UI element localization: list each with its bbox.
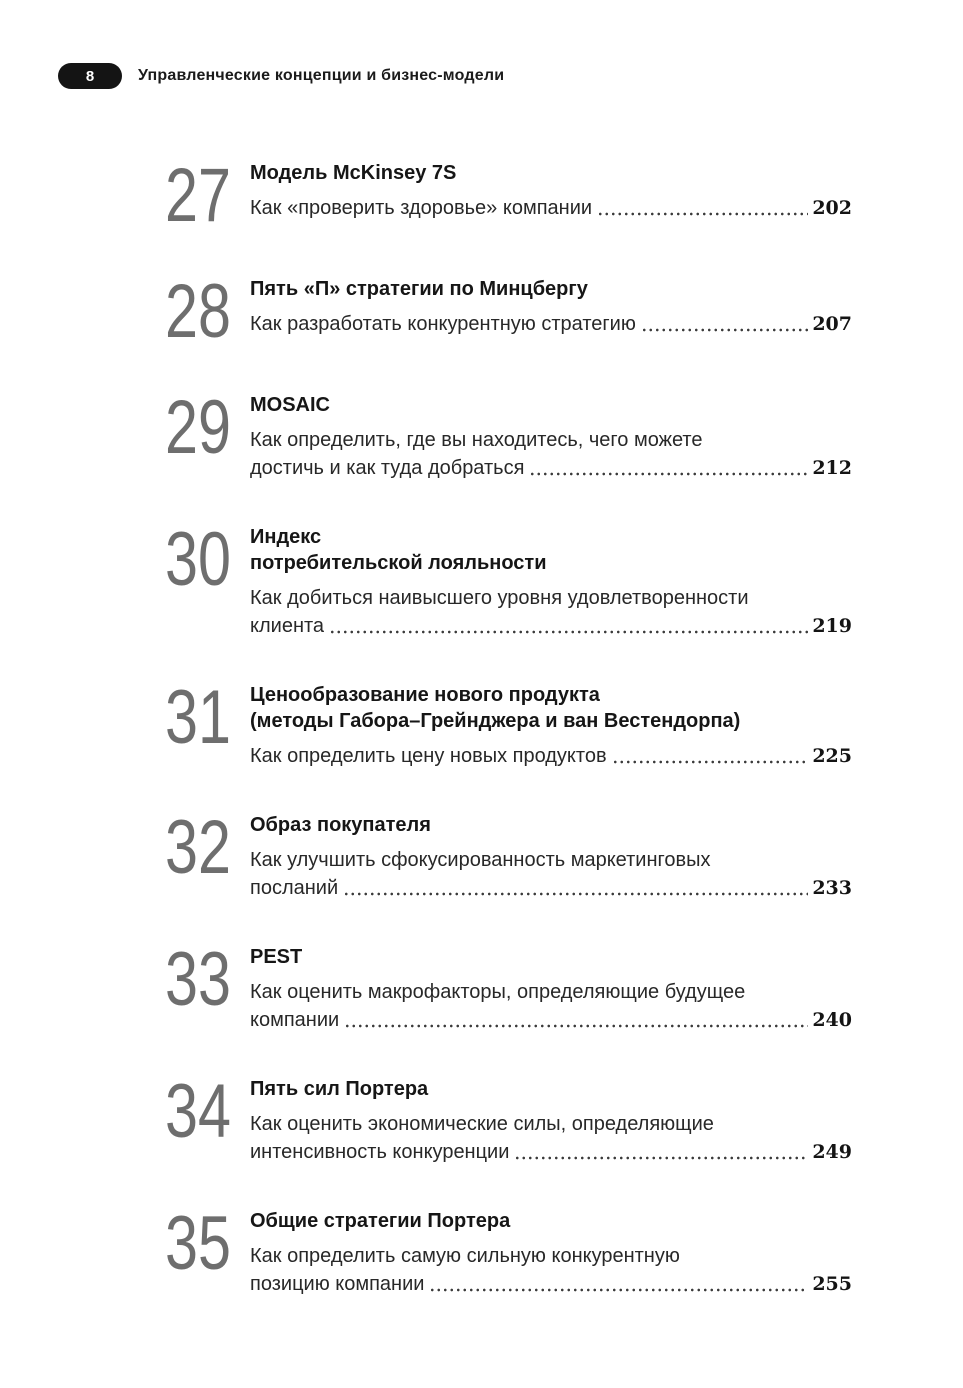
toc-list bbox=[165, 153, 852, 1338]
chapter-subtitle bbox=[250, 978, 852, 1034]
chapter-subtitle-line: Как определить, где вы находитесь, чего можете bbox=[250, 429, 703, 451]
chapter-subtitle bbox=[250, 426, 852, 482]
chapter-title bbox=[250, 524, 852, 576]
chapter-number: 28 bbox=[165, 269, 231, 354]
chapter-title-line: PEST bbox=[250, 946, 303, 968]
chapter-subtitle-end: клиента bbox=[250, 615, 325, 637]
dot-leader bbox=[612, 760, 809, 764]
chapter-subtitle-end: компании bbox=[250, 1009, 340, 1031]
chapter-subtitle bbox=[250, 584, 852, 640]
toc-entry-content bbox=[250, 810, 852, 902]
page-header bbox=[58, 63, 504, 89]
chapter-subtitle-end: Как «проверить здоровье» компании bbox=[250, 197, 593, 219]
toc-leader-row bbox=[250, 454, 852, 482]
chapter-title bbox=[250, 276, 852, 302]
toc-entry-content bbox=[250, 1074, 852, 1166]
toc-entry bbox=[165, 937, 852, 1034]
chapter-page-number: 219 bbox=[812, 615, 852, 637]
chapter-page-number: 202 bbox=[812, 197, 852, 219]
chapter-title bbox=[250, 392, 852, 418]
toc-leader-row bbox=[250, 612, 852, 640]
chapter-title bbox=[250, 160, 852, 186]
chapter-title-line: Модель McKinsey 7S bbox=[250, 162, 457, 184]
chapter-title bbox=[250, 812, 852, 838]
toc-entry bbox=[165, 153, 852, 238]
chapter-subtitle bbox=[250, 194, 852, 222]
chapter-title-line: Ценообразование нового продукта bbox=[250, 684, 600, 706]
dot-leader bbox=[529, 472, 808, 476]
chapter-page-number: 225 bbox=[812, 745, 852, 767]
toc-leader-row bbox=[250, 1138, 852, 1166]
chapter-title-line: Пять «П» стратегии по Минцбергу bbox=[250, 278, 588, 300]
chapter-page-number: 233 bbox=[812, 877, 852, 899]
toc-leader-row bbox=[250, 874, 852, 902]
dot-leader bbox=[329, 630, 808, 634]
chapter-title-line: (методы Габора–Грейнджера и ван Вестендорпа) bbox=[250, 710, 741, 732]
dot-leader bbox=[343, 892, 808, 896]
chapter-subtitle bbox=[250, 846, 852, 902]
toc-entry-content bbox=[250, 274, 852, 350]
chapter-subtitle-line: Как оценить экономические силы, определяющие bbox=[250, 1113, 714, 1135]
dot-leader bbox=[344, 1024, 808, 1028]
chapter-subtitle bbox=[250, 310, 852, 338]
chapter-subtitle bbox=[250, 1110, 852, 1166]
chapter-subtitle-end: посланий bbox=[250, 877, 339, 899]
chapter-subtitle-line: Как добиться наивысшего уровня удовлетворенности bbox=[250, 587, 749, 609]
dot-leader bbox=[597, 212, 808, 216]
dot-leader bbox=[641, 328, 808, 332]
toc-entry-content bbox=[250, 942, 852, 1034]
chapter-subtitle-end: Как разработать конкурентную стратегию bbox=[250, 313, 636, 335]
chapter-number: 32 bbox=[165, 805, 231, 890]
chapter-page-number: 212 bbox=[812, 457, 852, 479]
toc-entry bbox=[165, 1069, 852, 1166]
chapter-title-line: Образ покупателя bbox=[250, 814, 431, 836]
toc-entry bbox=[165, 269, 852, 354]
toc-entry-content bbox=[250, 522, 852, 640]
chapter-title-line: Индекс bbox=[250, 526, 322, 548]
chapter-number: 34 bbox=[165, 1069, 231, 1154]
chapter-number: 29 bbox=[165, 385, 231, 470]
dot-leader bbox=[514, 1156, 808, 1160]
chapter-page-number: 207 bbox=[812, 313, 852, 335]
running-title: Управленческие концепции и бизнес-модели bbox=[138, 67, 505, 84]
chapter-number: 31 bbox=[165, 675, 231, 760]
chapter-title-line: потребительской лояльности bbox=[250, 552, 547, 574]
chapter-number: 27 bbox=[165, 153, 231, 238]
chapter-title-line: MOSAIC bbox=[250, 394, 330, 416]
chapter-subtitle bbox=[250, 742, 852, 770]
chapter-subtitle-end: интенсивность конкуренции bbox=[250, 1141, 510, 1163]
toc-entry bbox=[165, 805, 852, 902]
chapter-subtitle-line: Как улучшить сфокусированность маркетинговых bbox=[250, 849, 711, 871]
chapter-title bbox=[250, 682, 852, 734]
chapter-subtitle-end: Как определить цену новых продуктов bbox=[250, 745, 607, 767]
toc-entry bbox=[165, 385, 852, 482]
chapter-subtitle-line: Как определить самую сильную конкурентную bbox=[250, 1245, 680, 1267]
chapter-number: 30 bbox=[165, 517, 231, 602]
chapter-title bbox=[250, 944, 852, 970]
toc-entry-content bbox=[250, 680, 852, 770]
chapter-subtitle-line: Как оценить макрофакторы, определяющие будущее bbox=[250, 981, 746, 1003]
page-number-label: 8 bbox=[85, 67, 95, 85]
chapter-subtitle bbox=[250, 1242, 852, 1298]
toc-entry bbox=[165, 517, 852, 640]
page-number-badge bbox=[58, 63, 122, 89]
chapter-page-number: 249 bbox=[812, 1141, 852, 1163]
chapter-title-line: Пять сил Портера bbox=[250, 1078, 429, 1100]
chapter-page-number: 240 bbox=[812, 1009, 852, 1031]
chapter-subtitle-end: позицию компании bbox=[250, 1273, 425, 1295]
toc-leader-row bbox=[250, 1270, 852, 1298]
toc-entry-content bbox=[250, 390, 852, 482]
toc-entry bbox=[165, 675, 852, 770]
chapter-title bbox=[250, 1208, 852, 1234]
toc-leader-row bbox=[250, 310, 852, 338]
chapter-title-line: Общие стратегии Портера bbox=[250, 1210, 511, 1232]
toc-entry-content bbox=[250, 1206, 852, 1298]
toc-leader-row bbox=[250, 742, 852, 770]
chapter-page-number: 255 bbox=[812, 1273, 852, 1295]
chapter-subtitle-end: достичь и как туда добраться bbox=[250, 457, 525, 479]
chapter-title bbox=[250, 1076, 852, 1102]
dot-leader bbox=[429, 1288, 808, 1292]
toc-leader-row bbox=[250, 194, 852, 222]
chapter-number: 33 bbox=[165, 937, 231, 1022]
toc-entry bbox=[165, 1201, 852, 1298]
toc-leader-row bbox=[250, 1006, 852, 1034]
toc-entry-content bbox=[250, 158, 852, 234]
chapter-number: 35 bbox=[165, 1201, 231, 1286]
